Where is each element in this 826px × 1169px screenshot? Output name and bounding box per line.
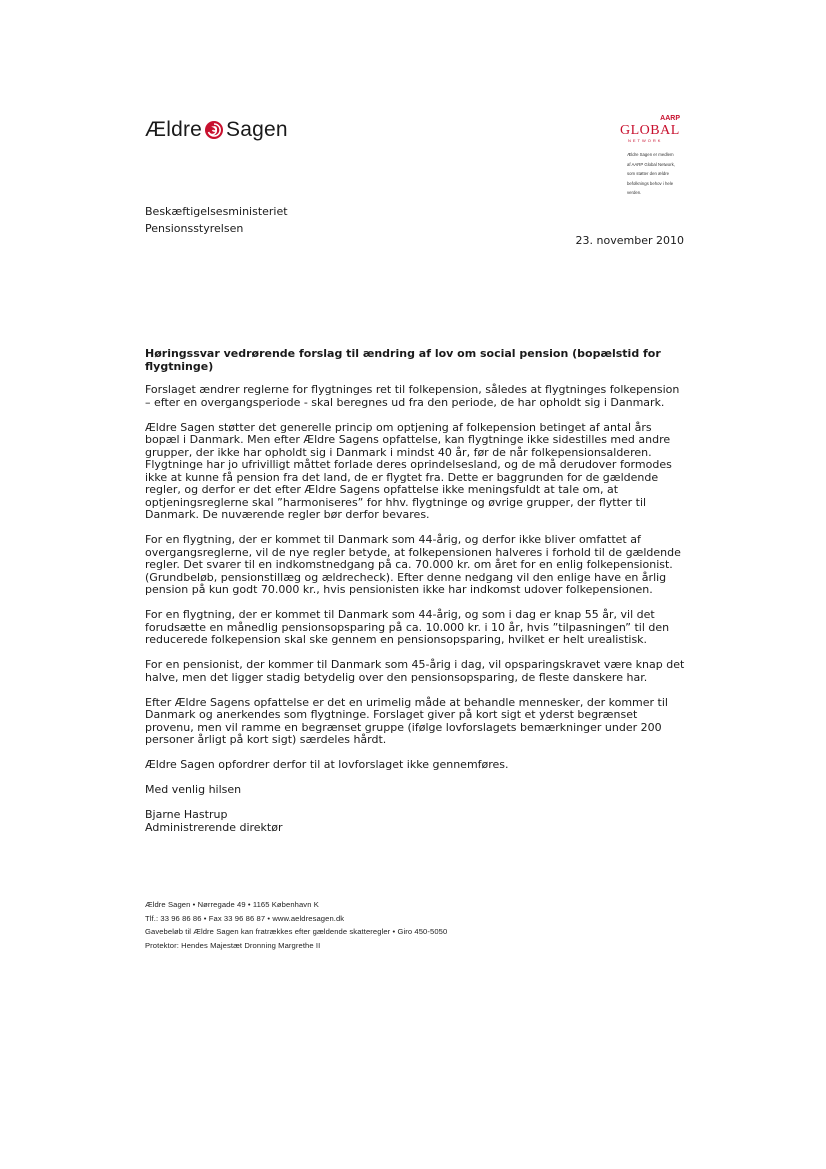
- body-paragraph: Efter Ældre Sagens opfattelse er det en urimelig måde at behandle mennesker, der kommer til Danmark og anerkendes som flygtninge. Forslaget giver på kort sigt et yderst begrænset provenu, men vil ramme en begrænset gruppe (ifølge lovforslagets bemærkninger under 200 personer årligt på kort sigt) særdeles hårdt.: [145, 695, 668, 746]
- body-paragraph: For en flygtning, der er kommet til Danmark som 44-årig, og derfor ikke bliver omfattet af overgangsreglerne, vil de nye regler betyde, at folkepensionen halveres i forhold til de gældende regler. Det svarer til en indkomstnedgang på ca. 70.000 kr. om året for en enlig folkepensionist. (Grundbeløb, pensionstillæg og ældrecheck). Efter denne nedgang vil den enlige have en årlig pension på kun godt 70.000 kr., hvis pensionisten ikke har indkomst udover folkepensionen.: [145, 533, 681, 596]
- aarp-tag: AARP: [660, 115, 680, 122]
- signature-name: Bjarne Hastrup: [145, 808, 228, 821]
- aarp-membership-note: [627, 150, 697, 198]
- aarp-note-line: befolknings behov i hele: [627, 180, 674, 186]
- aarp-note-line: af AARP Global Network,: [627, 161, 675, 167]
- aarp-global-network-logo: [620, 115, 690, 144]
- logo-text-right: Sagen: [226, 118, 288, 141]
- letter-body: [145, 348, 685, 834]
- letter-title: Høringssvar vedrørende forslag til ændring af lov om social pension (bopælstid for flygtninge): [145, 347, 661, 373]
- logo-text-left: Ældre: [145, 118, 203, 141]
- aarp-note-line: verden.: [627, 190, 642, 195]
- footer-line: Tlf.: 33 96 86 86 • Fax 33 96 86 87 • www.aeldresagen.dk: [145, 913, 345, 923]
- signature-block: [145, 809, 685, 834]
- body-paragraph: Ældre Sagen støtter det generelle princip om optjening af folkepension betinget af antal års bopæl i Danmark. Men efter Ældre Sagens opfattelse, kan flygtninge ikke sidestilles med andre grupper, der ikke har opholdt sig i Danmark i mindst 40 år, før de når folkepensionsalderen. Flygtninge har jo ufrivilligt måttet forlade deres oprindelsesland, og de må derudover formodes ikke at kunne få pension fra det land, de er flygtet fra. Dette er baggrunden for de gældende regler, og derfor er det efter Ældre Sagens opfattelse ikke meningsfuldt at tale om, at optjeningsreglerne skal ”harmoniseres” for hhv. flygtninge og øvrige grupper, der flytter til Danmark. De nuværende regler bør derfor bevares.: [145, 420, 672, 521]
- aarp-note-line: som støtter den ældre: [627, 171, 670, 176]
- recipient-address: [145, 203, 288, 237]
- letter-footer: [145, 898, 447, 952]
- swirl-icon: [204, 120, 224, 140]
- body-paragraph: Ældre Sagen opfordrer derfor til at lovforslaget ikke gennemføres.: [145, 758, 509, 771]
- recipient-line: Beskæftigelsesministeriet: [145, 205, 288, 218]
- signature-role: Administrerende direktør: [145, 820, 283, 834]
- aarp-network-text: NETWORK: [628, 138, 663, 143]
- aeldre-sagen-logo: [145, 118, 288, 142]
- aarp-global-text: GLOBAL: [620, 123, 680, 138]
- aarp-note-line: Ældre Sagen er medlem: [627, 152, 674, 157]
- footer-line: Gavebeløb til Ældre Sagen kan fratrækkes efter gældende skatteregler • Giro 450-5050: [145, 927, 448, 936]
- body-paragraph: For en flygtning, der er kommet til Danmark som 44-årig, og som i dag er knap 55 år, vil det forudsætte en månedlig pensionsopsparing på ca. 10.000 kr. i 10 år, hvis ”tilpasningen” til den reducerede folkepension skal ske gennem en pensionsopsparing, hvilket er helt urealistisk.: [145, 608, 670, 646]
- closing-phrase: Med venlig hilsen: [145, 783, 242, 796]
- letter-date: 23. november 2010: [575, 234, 684, 247]
- footer-line: Ældre Sagen • Nørregade 49 • 1165 København K: [145, 900, 319, 909]
- body-paragraph: Forslaget ændrer reglerne for flygtninges ret til folkepension, således at flygtninges folkepension – efter en overgangsperiode - skal beregnes ud fra den periode, de har opholdt sig i Danmark.: [145, 383, 680, 409]
- footer-line: Protektor: Hendes Majestæt Dronning Margrethe II: [145, 940, 321, 950]
- body-paragraph: For en pensionist, der kommer til Danmark som 45-årig i dag, vil opsparingskravet være knap det halve, men det ligger stadig betydelig over den pensionsopsparing, de fleste danskere har.: [145, 658, 685, 684]
- recipient-line: Pensionsstyrelsen: [145, 222, 244, 235]
